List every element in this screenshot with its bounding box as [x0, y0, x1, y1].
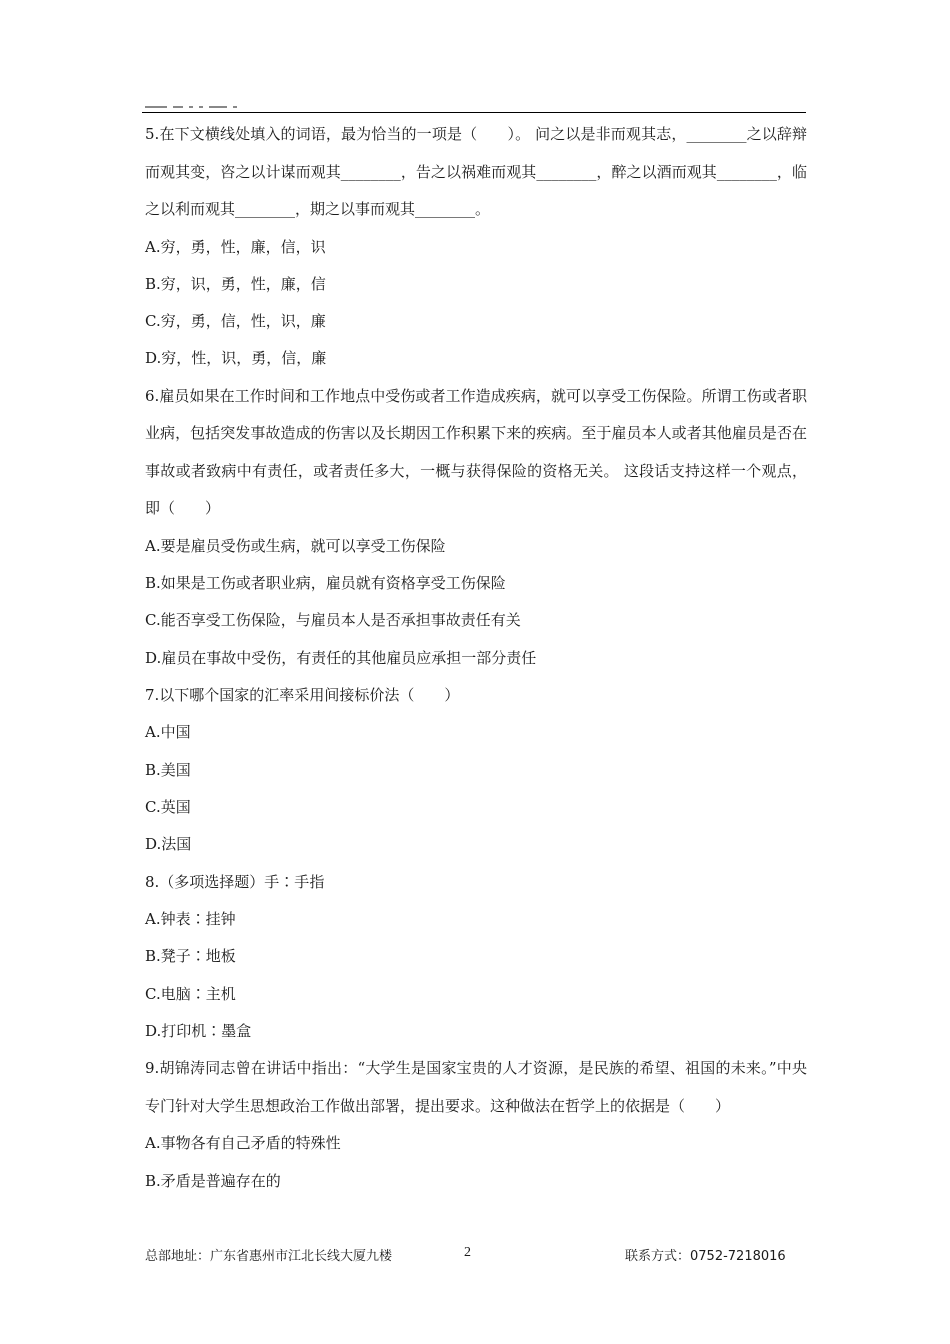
question-block [145, 1050, 807, 1200]
question-option: A.中国 [145, 723, 191, 742]
question-stem: 9.胡锦涛同志曾在讲话中指出：“大学生是国家宝贵的人才资源，是民族的希望、祖国的未来。”中央专门针对大学生思想政治工作做出部署，提出要求。这种做法在哲学上的依据是（ ） [145, 1059, 807, 1115]
question-stem: 7.以下哪个国家的汇率采用间接标价法（ ） [145, 685, 460, 704]
question-option: B.凳子∶地板 [145, 947, 236, 966]
question-option: B.美国 [145, 760, 191, 779]
header-rule [142, 112, 806, 113]
question-stem: 8.（多项选择题）手∶手指 [145, 872, 325, 891]
question-option: B.穷，识，勇，性，廉，信 [145, 274, 326, 293]
question-stem: 5.在下文横线处填入的词语，最为恰当的一项是（ ）。 问之以是非而观其志，________之以辞辩而观其变，咨之以计谋而观其________，告之以祸难而观其________，醉之以酒而观其________，临之以利而观其________，期之以事而观其________。 [145, 125, 807, 218]
question-option: A.穷，勇，性，廉，信，识 [145, 237, 326, 256]
question-block [145, 116, 807, 378]
question-option: C.英国 [145, 797, 191, 816]
question-option: D.雇员在事故中受伤，有责任的其他雇员应承担一部分责任 [145, 648, 537, 667]
question-option: A.钟表∶挂钟 [145, 910, 236, 929]
question-option: D.穷，性，识，勇，信，廉 [145, 349, 327, 368]
question-option: B.矛盾是普遍存在的 [145, 1171, 281, 1190]
footer-address: 总部地址：广东省惠州市江北长线大厦九楼 [145, 1249, 393, 1264]
page-footer [0, 1245, 950, 1265]
question-block [145, 378, 807, 677]
question-option: D.打印机∶墨盒 [145, 1021, 252, 1040]
page-number: 2 [464, 1245, 471, 1260]
question-block [145, 677, 807, 864]
question-stem: 6.雇员如果在工作时间和工作地点中受伤或者工作造成疾病，就可以享受工伤保险。所谓工伤或者职业病，包括突发事故造成的伤害以及长期因工作积累下来的疾病。至于雇员本人或者其他雇员是否在事故或者致病中有责任，或者责任多大，一概与获得保险的资格无关。 这段话支持这样一个观点，即（ ） [145, 386, 807, 518]
question-option: A.事物各有自己矛盾的特殊性 [145, 1134, 341, 1153]
question-option: C.能否享受工伤保险，与雇员本人是否承担事故责任有关 [145, 611, 521, 630]
question-option: B.如果是工伤或者职业病，雇员就有资格享受工伤保险 [145, 573, 506, 592]
footer-contact: 联系方式：0752-7218016 [625, 1249, 786, 1264]
question-option: A.要是雇员受伤或生病，就可以享受工伤保险 [145, 536, 446, 555]
question-block [145, 864, 807, 1051]
question-option: D.法国 [145, 835, 192, 854]
question-option: C.穷，勇，信，性，识，廉 [145, 312, 326, 331]
question-list [145, 116, 807, 1200]
question-option: C.电脑∶主机 [145, 984, 236, 1003]
header-marks [145, 96, 285, 108]
